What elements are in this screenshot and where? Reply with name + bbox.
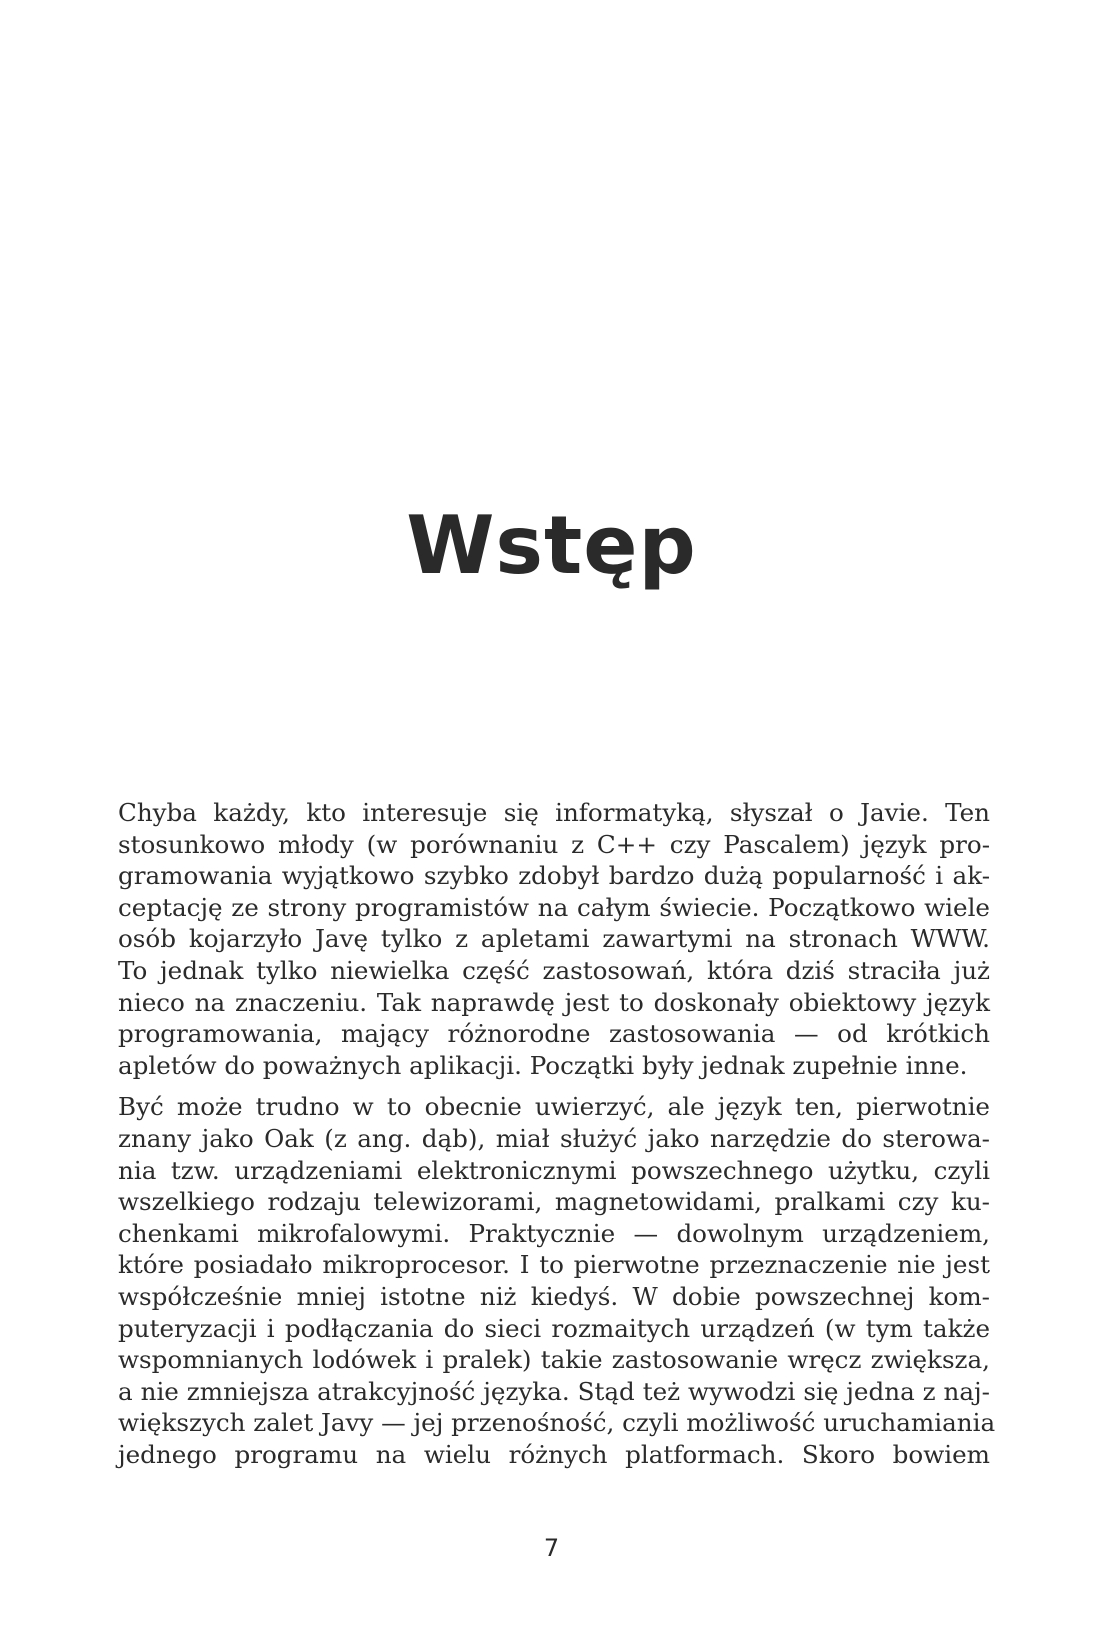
text-line: ceptację ze strony programistów na całym świecie. Początkowo wiele	[118, 892, 990, 922]
text-line: To jednak tylko niewielka część zastosowań, która dziś straciła już	[118, 955, 990, 985]
text-line: jednego programu na wielu różnych platformach. Skoro bowiem	[118, 1439, 990, 1469]
text-line: większych zalet Javy — jej przenośność, czyli możliwość uruchamiania	[118, 1408, 996, 1438]
text-line: programowania, mający różnorodne zastosowania — od krótkich	[118, 1019, 990, 1049]
text-line: a nie zmniejsza atrakcyjność języka. Stąd też wywodzi się jedna z naj-	[118, 1376, 990, 1406]
text-line: nieco na znaczeniu. Tak naprawdę jest to doskonały obiektowy język	[118, 987, 990, 1017]
page-number: 7	[543, 1534, 560, 1562]
text-line: Być może trudno w to obecnie uwierzyć, ale język ten, pierwotnie	[118, 1092, 990, 1122]
text-line: Chyba każdy, kto interesuje się informatyką, słyszał o Javie. Ten	[118, 798, 990, 827]
text-line: znany jako Oak (z ang. dąb), miał służyć jako narzędzie do sterowa-	[118, 1123, 990, 1153]
text-line: puteryzacji i podłączania do sieci rozmaitych urządzeń (w tym także	[118, 1313, 990, 1343]
text-line: które posiadało mikroprocesor. I to pierwotne przeznaczenie nie jest	[118, 1250, 990, 1280]
text-line: stosunkowo młody (w porównaniu z C++ czy Pascalem) język pro-	[118, 829, 990, 859]
text-line: nia tzw. urządzeniami elektronicznymi powszechnego użytku, czyli	[118, 1155, 990, 1185]
text-line: wspomnianych lodówek i pralek) takie zastosowanie wręcz zwiększa,	[118, 1345, 990, 1375]
paragraph-1	[118, 797, 990, 1081]
text-line: współcześnie mniej istotne niż kiedyś. W dobie powszechnej kom-	[118, 1281, 990, 1311]
text-line: gramowania wyjątkowo szybko zdobył bardzo dużą popularność i ak-	[118, 861, 990, 891]
chapter-title: Wstęp	[406, 499, 697, 592]
paragraph-2	[118, 1091, 996, 1470]
text-line: wszelkiego rodzaju telewizorami, magnetowidami, pralkami czy ku-	[118, 1187, 990, 1217]
text-line: chenkami mikrofalowymi. Praktycznie — dowolnym urządzeniem,	[118, 1218, 990, 1248]
chapter-body	[118, 797, 996, 1480]
text-line: osób kojarzyło Javę tylko z apletami zawartymi na stronach WWW.	[118, 924, 990, 954]
text-line: apletów do poważnych aplikacji. Początki były jednak zupełnie inne.	[118, 1050, 968, 1080]
